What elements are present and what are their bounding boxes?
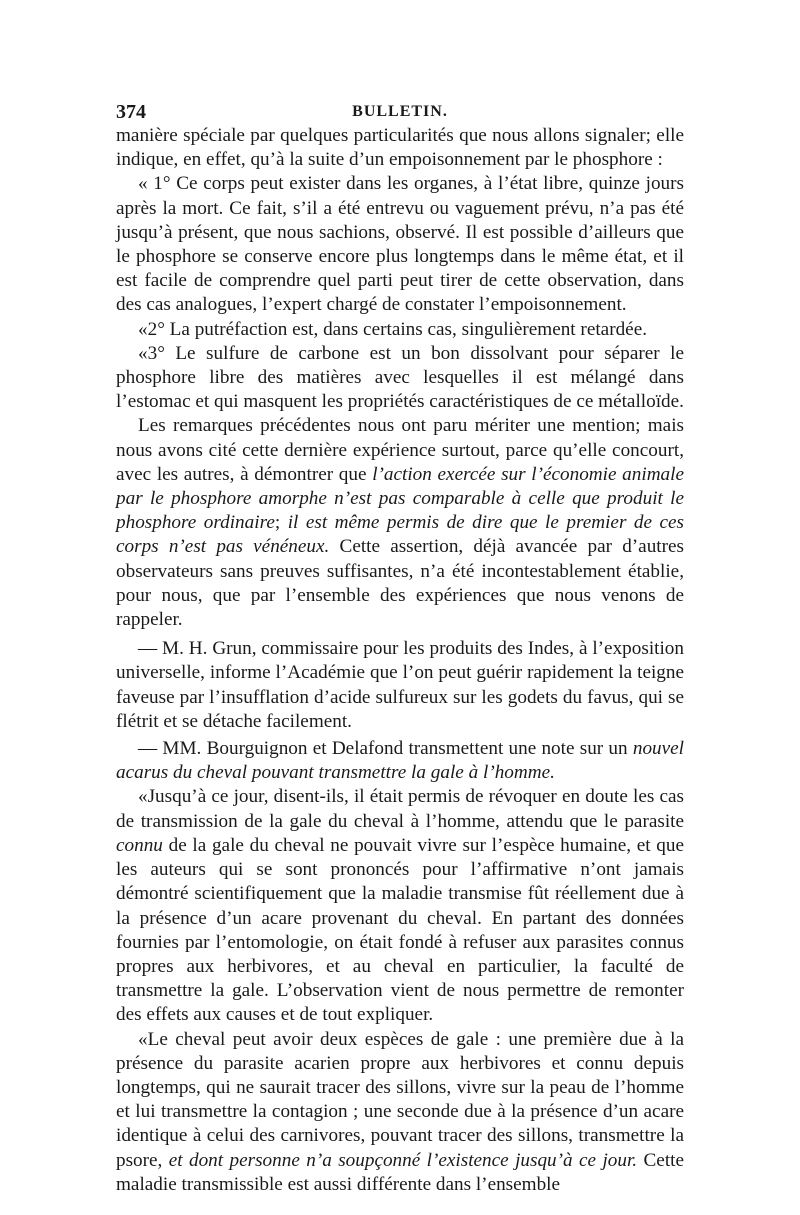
paragraph-text: ; [274,512,288,534]
paragraph-point-3 [116,342,684,415]
paragraph-text: Cette maladie transmissible est aussi différente dans l’ensemble [116,1149,684,1195]
italic-text: nouvel acarus du cheval pouvant transmettre la gale à l’homme. [116,738,684,784]
paragraph-continuation [116,124,684,172]
paragraph-text: Les remarques précédentes nous ont paru mériter une mention; mais nous avons cité cette dernière expérience surtout, parce qu’elle concourt, avec les autres, à démontrer que [116,415,684,485]
paragraph-text: « 1° Ce corps peut exister dans les organes, à l’état libre, quinze jours après la mort. Ce fait, s’il a été entrevu ou vaguement prévu, n’a pas été jusqu’à présent, que nous sachions, observé. Il est possible d’ailleurs que le phosphore se conserve encore plus longtemps dans le même état, et il est facile de comprendre quel parti peut tirer de cette observation, dans des cas analogues, l’expert chargé de constater l’empoisonnement. [116,173,684,316]
paragraph-text: «Le cheval peut avoir deux espèces de gale : une première due à la présence du parasite acarien propre aux herbivores et connu depuis longtemps, qui ne saurait tracer des sillons, vivre sur la peau de l’homme et lui transmettre la contagion ; une seconde due à la présence d’un acare identique à celui des carnivores, pouvant tracer des sillons, transmettre la psore, [116,1028,684,1171]
paragraph-quote-2 [116,1028,684,1197]
italic-text: l’action exercée sur l’économie animale par le phosphore amorphe n’est pas comparable à celle que produit le phosphore ordinaire [116,463,684,534]
italic-text: il est même permis de dire que le premier de ces corps n’est pas vénéneux. [116,512,684,558]
paragraph-text: «2° La putréfaction est, dans certains cas, singulièrement retardée. [138,318,648,340]
paragraph-point-2 [116,318,684,342]
running-head: BULLETIN. [352,103,448,120]
paragraph-remarks [116,414,684,632]
italic-text: connu [116,834,163,856]
paragraph-point-1 [116,172,684,317]
paragraph-text: «Jusqu’à ce jour, disent-ils, il était permis de révoquer en doute les cas de transmission de la gale du cheval à l’homme, attendu que le parasite [116,786,684,832]
page-number: 374 [116,101,146,123]
paragraph-text: — M. H. Grun, commissaire pour les produits des Indes, à l’exposition universelle, informe l’Académie que l’on peut guérir rapidement la teigne faveuse par l’insufflation d’acide sulfureux sur les godets du favus, qui se flétrit et se détache facilement. [116,638,684,732]
paragraph-text: de la gale du cheval ne pouvait vivre sur l’espèce humaine, et que les auteurs qui se sont prononcés pour l’affirmative n’ont jamais démontré scientifiquement que la maladie transmise fût réellement due à la présence d’un acare provenant du cheval. En partant des données fournies par l’entomologie, on était fondé à refuser aux parasites connus propres aux herbivores, et au cheval en particulier, la faculté de transmettre la gale. L’observation vient de nous permettre de remonter des effets aux causes et de tout expliquer. [116,834,684,1026]
paragraph-text: Cette assertion, déjà avancée par d’autres observateurs sans preuves suffisantes, n’a été incontestablement établie, pour nous, que par l’ensemble des expériences que nous venons de rappeler. [116,536,684,631]
paragraph-quote-1 [116,785,684,1027]
paragraph-text: — MM. Bourguignon et Delafond transmettent une note sur un [138,738,633,760]
italic-text: et dont personne n’a soupçonné l’existence jusqu’à ce jour. [168,1149,638,1171]
page-body [116,124,684,1197]
paragraph-text: «3° Le sulfure de carbone est un bon dissolvant pour séparer le phosphore libre des matières avec lesquelles il est mélangé dans l’estomac et qui masquent les propriétés caractéristiques de ce métalloïde. [116,342,684,413]
paragraph-bourguignon [116,737,684,785]
paragraph-grun [116,637,684,734]
paragraph-text: manière spéciale par quelques particularités que nous allons signaler; elle indique, en effet, qu’à la suite d’un empoisonnement par le phosphore : [116,125,684,171]
